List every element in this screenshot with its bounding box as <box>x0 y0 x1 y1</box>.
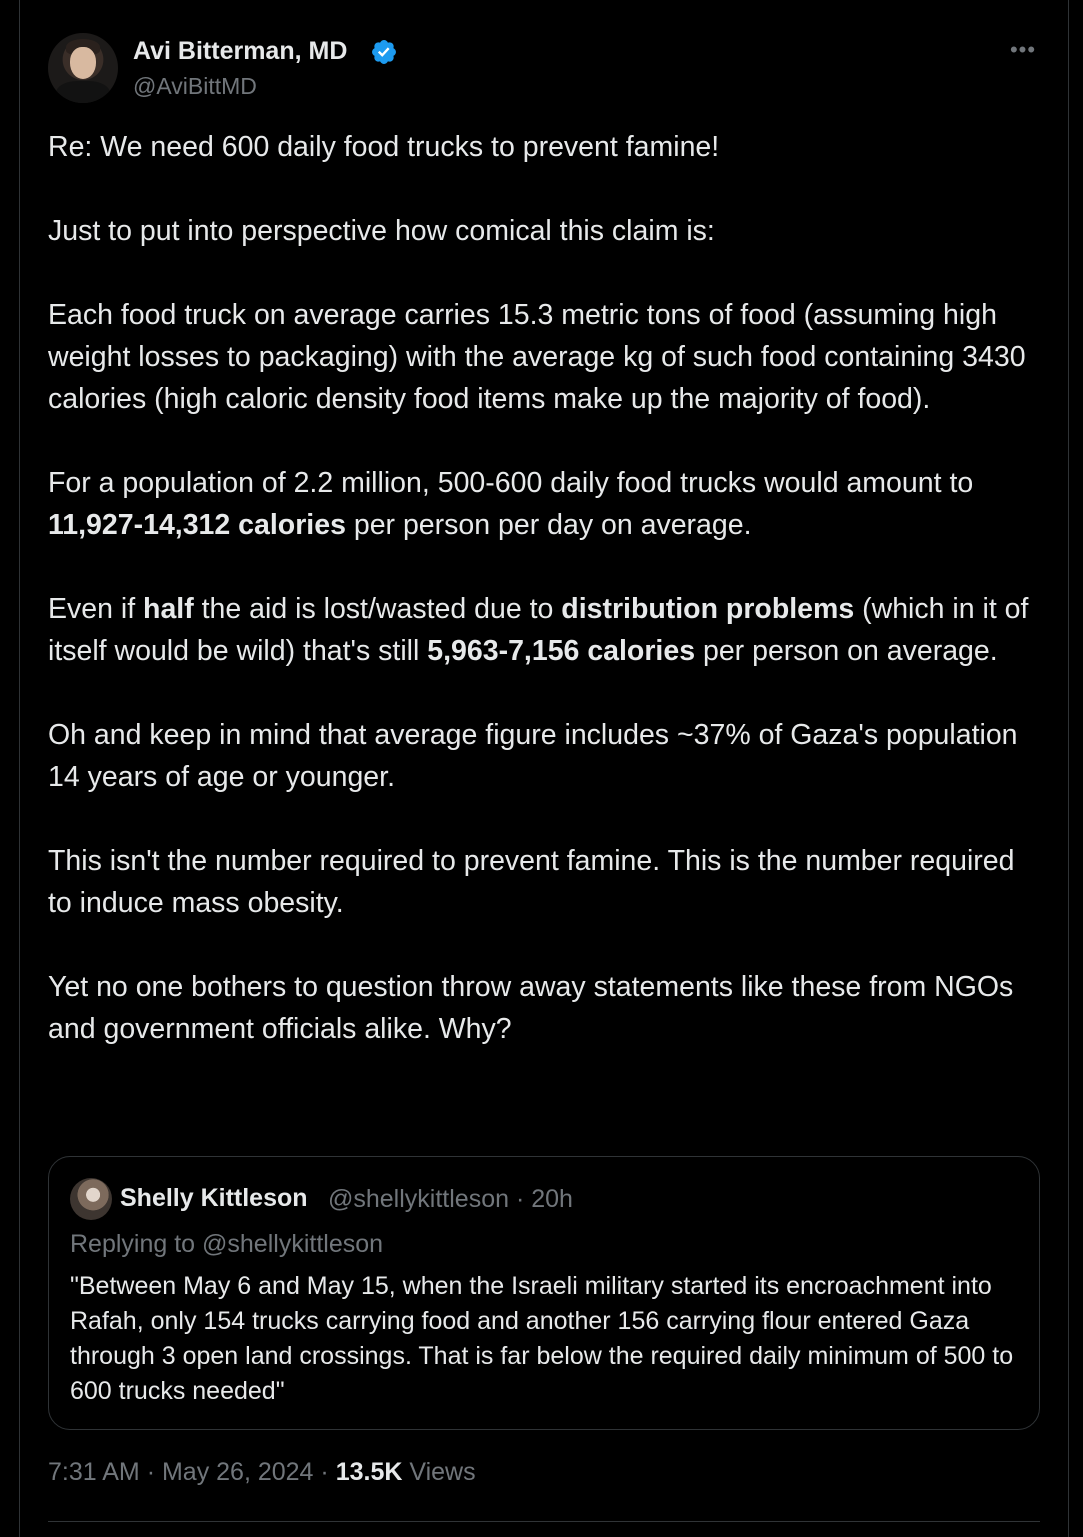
tweet-header <box>48 33 1038 105</box>
meta-separator: · <box>320 1458 329 1486</box>
quoted-author-handle[interactable]: @shellykittleson <box>328 1185 510 1213</box>
right-rail <box>1068 0 1083 1537</box>
tweet-footer <box>48 1458 476 1487</box>
tweet-text <box>48 126 1043 1092</box>
quoted-author-avatar[interactable] <box>70 1178 112 1220</box>
quoted-tweet-time[interactable]: 20h <box>531 1185 573 1213</box>
text-run: per person on average. <box>695 635 998 667</box>
quoted-author-display-name[interactable]: Shelly Kittleson <box>120 1184 308 1212</box>
author-avatar[interactable] <box>48 33 118 103</box>
left-rail <box>0 0 20 1537</box>
verified-badge-icon <box>370 38 398 66</box>
quoted-tweet-text: "Between May 6 and May 15, when the Israeli military started its encroachment into Rafah, only 154 trucks carrying food and another 156 carrying flour entered Gaza through 3 open land crossings. That is far below the required daily minimum of 500 to 600 trucks needed" <box>70 1272 1014 1405</box>
text-run: For a population of 2.2 million, 500-600 daily food trucks would amount to <box>48 467 974 499</box>
quoted-tweet-meta <box>328 1185 573 1214</box>
tweet-paragraph: Yet no one bothers to question throw away statements like these from NGOs and government officials alike. Why? <box>48 971 1014 1045</box>
tweet-paragraph: Each food truck on average carries 15.3 metric tons of food (assuming high weight losses to packaging) with the average kg of such food containing 3430 calories (high caloric density food items make up the majority of food). <box>48 299 1026 415</box>
bold-text: 5,963-7,156 calories <box>427 635 696 667</box>
tweet-paragraph: This isn't the number required to prevent famine. This is the number required to induce mass obesity. <box>48 845 1015 919</box>
tweet-date[interactable]: May 26, 2024 <box>161 1458 314 1486</box>
text-run: Even if <box>48 593 144 625</box>
bold-text: half <box>143 593 194 625</box>
tweet-paragraph <box>48 588 1043 672</box>
bold-text: 11,927-14,312 calories <box>48 509 346 541</box>
text-run: per person per day on average. <box>345 509 752 541</box>
bold-text: distribution problems <box>561 593 855 625</box>
tweet-paragraph: Re: We need 600 daily food trucks to prevent famine! <box>48 131 720 163</box>
replying-to-label: Replying to @shellykittleson <box>70 1230 384 1258</box>
tweet-paragraph: Just to put into perspective how comical this claim is: <box>48 215 715 247</box>
quoted-tweet[interactable] <box>48 1156 1040 1430</box>
tweet-time[interactable]: 7:31 AM <box>48 1458 140 1486</box>
meta-separator: · <box>146 1458 156 1486</box>
avatar-shirt <box>56 81 110 103</box>
text-run: (which in it of itself would be wild) that's still <box>48 593 1029 667</box>
more-options-icon[interactable]: ••• <box>1009 37 1037 62</box>
avatar-face <box>70 47 96 79</box>
footer-divider <box>48 1521 1040 1522</box>
meta-separator: · <box>515 1185 525 1213</box>
views-label: Views <box>409 1458 476 1486</box>
author-handle[interactable]: @AviBittMD <box>133 73 257 99</box>
tweet-paragraph <box>48 462 1043 546</box>
author-display-name[interactable]: Avi Bitterman, MD <box>133 37 348 65</box>
text-run: the aid is lost/wasted due to <box>193 593 562 625</box>
tweet-paragraph: Oh and keep in mind that average figure includes ~37% of Gaza's population 14 years of age or younger. <box>48 719 1018 793</box>
views-count[interactable]: 13.5K <box>335 1458 403 1486</box>
